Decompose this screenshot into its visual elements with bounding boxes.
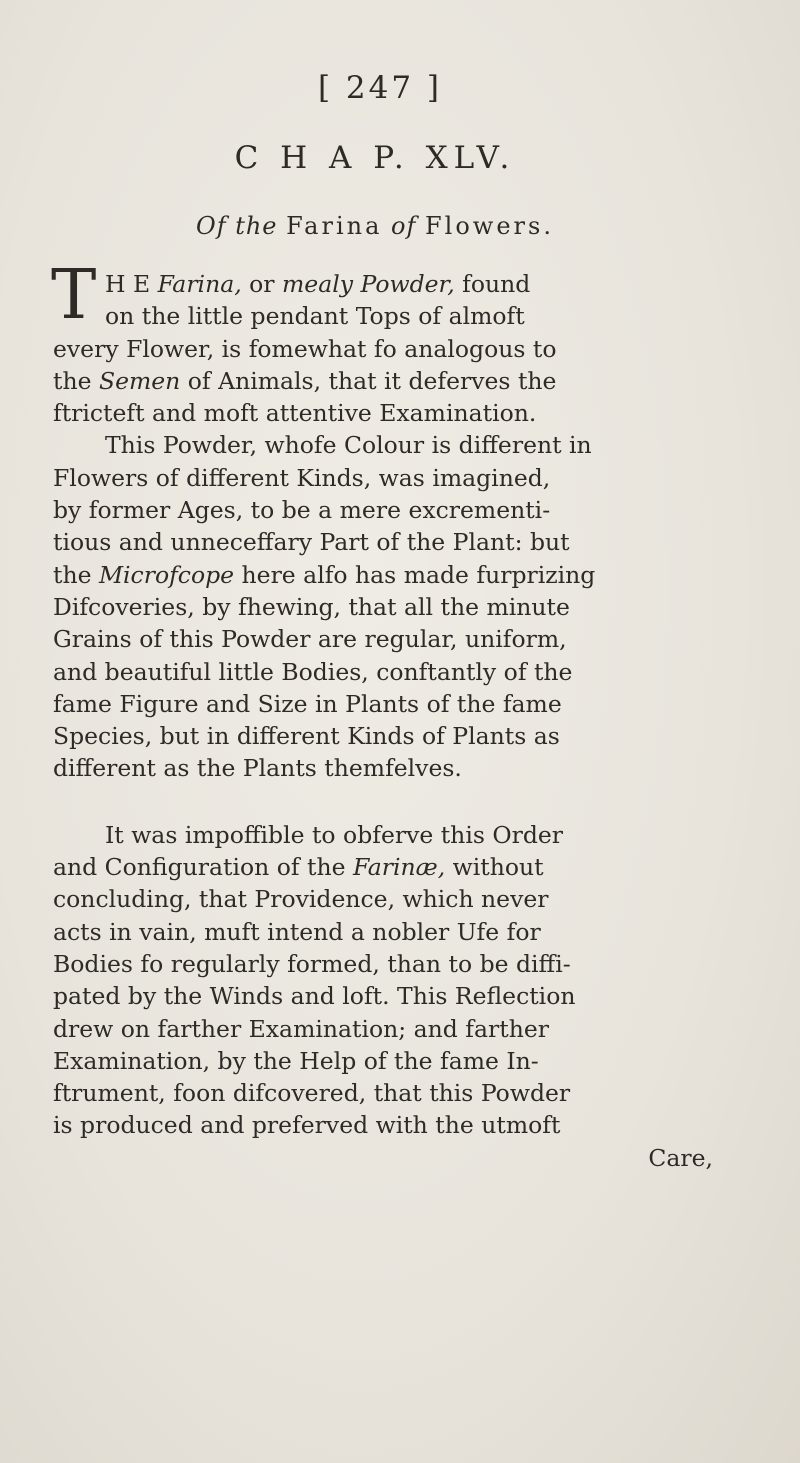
page-number: [ 247 ] xyxy=(317,70,443,106)
text-span: H E xyxy=(105,270,158,298)
text-line: is produced and preferved with the utmoft xyxy=(53,1111,561,1140)
paragraph-2 xyxy=(53,429,713,784)
text-line: tious and unneceffary Part of the Plant: but xyxy=(53,528,570,557)
text-line: acts in vain, muft intend a nobler Ufe for xyxy=(53,917,541,946)
italic-span: Farina, xyxy=(157,270,242,298)
text-line: on the little pendant Tops of almoft xyxy=(105,302,525,331)
chapter-heading: C H A P. XLV. xyxy=(234,140,516,176)
text-line: Species, but in different Kinds of Plants as xyxy=(53,722,560,751)
paragraph-1 xyxy=(51,256,713,429)
text-span: here alfo has made furprizing xyxy=(234,560,596,589)
text-line: concluding, that Providence, which never xyxy=(53,885,549,914)
text-line: every Flower, is fomewhat fo analogous to xyxy=(53,334,557,363)
subtitle-flowers: Flowers. xyxy=(425,212,554,240)
text-line: This Powder, whofe Colour is different in xyxy=(105,431,592,460)
text-span: the xyxy=(53,560,99,589)
text-line: drew on farther Examination; and farther xyxy=(53,1014,549,1043)
text-span: or xyxy=(241,270,283,298)
text-span: of Animals, that it deferves the xyxy=(180,366,557,395)
italic-span: Microfcope xyxy=(98,560,235,589)
text-line: by former Ages, to be a mere excrementi- xyxy=(53,496,551,525)
text-line: Flowers of different Kinds, was imagined, xyxy=(53,463,551,492)
text-line xyxy=(53,851,713,883)
text-line: ftricteft and moft attentive Examination. xyxy=(53,399,537,428)
text-line: and beautiful little Bodies, conftantly of the xyxy=(53,657,573,686)
catchword: Care, xyxy=(648,1143,713,1172)
subtitle-of2: of xyxy=(391,212,417,240)
text-line: fame Figure and Size in Plants of the fame xyxy=(53,689,562,718)
text-line xyxy=(53,365,713,397)
text-line: Grains of this Powder are regular, uniform, xyxy=(53,625,567,654)
italic-span: Semen xyxy=(98,366,181,395)
text-line: ftrument, foon difcovered, that this Powder xyxy=(53,1079,571,1108)
drop-cap: T xyxy=(51,256,97,335)
text-span: without xyxy=(445,853,544,882)
text-line xyxy=(53,268,713,300)
text-span: the xyxy=(53,366,99,395)
italic-span: Farinæ, xyxy=(353,853,446,882)
italic-span: mealy Powder, xyxy=(282,270,455,298)
text-line: Examination, by the Help of the fame In- xyxy=(53,1046,539,1075)
chapter-subtitle xyxy=(0,212,775,240)
text-line: different as the Plants themfelves. xyxy=(53,754,462,783)
text-line xyxy=(53,559,713,591)
subtitle-of: Of the xyxy=(196,212,278,240)
text-line: Bodies fo regularly formed, than to be diffi- xyxy=(53,949,571,978)
body-text xyxy=(51,256,713,1174)
text-line: pated by the Winds and loft. This Reflection xyxy=(53,982,576,1011)
paragraph-gap xyxy=(53,785,713,819)
text-line: Difcoveries, by fhewing, that all the minute xyxy=(53,592,570,621)
subtitle-farina: Farina xyxy=(286,212,383,240)
text-span: found xyxy=(454,270,531,298)
text-span: and Configuration of the xyxy=(53,853,354,882)
text-line: It was impoffible to obferve this Order xyxy=(105,820,564,849)
paragraph-3 xyxy=(53,819,713,1174)
